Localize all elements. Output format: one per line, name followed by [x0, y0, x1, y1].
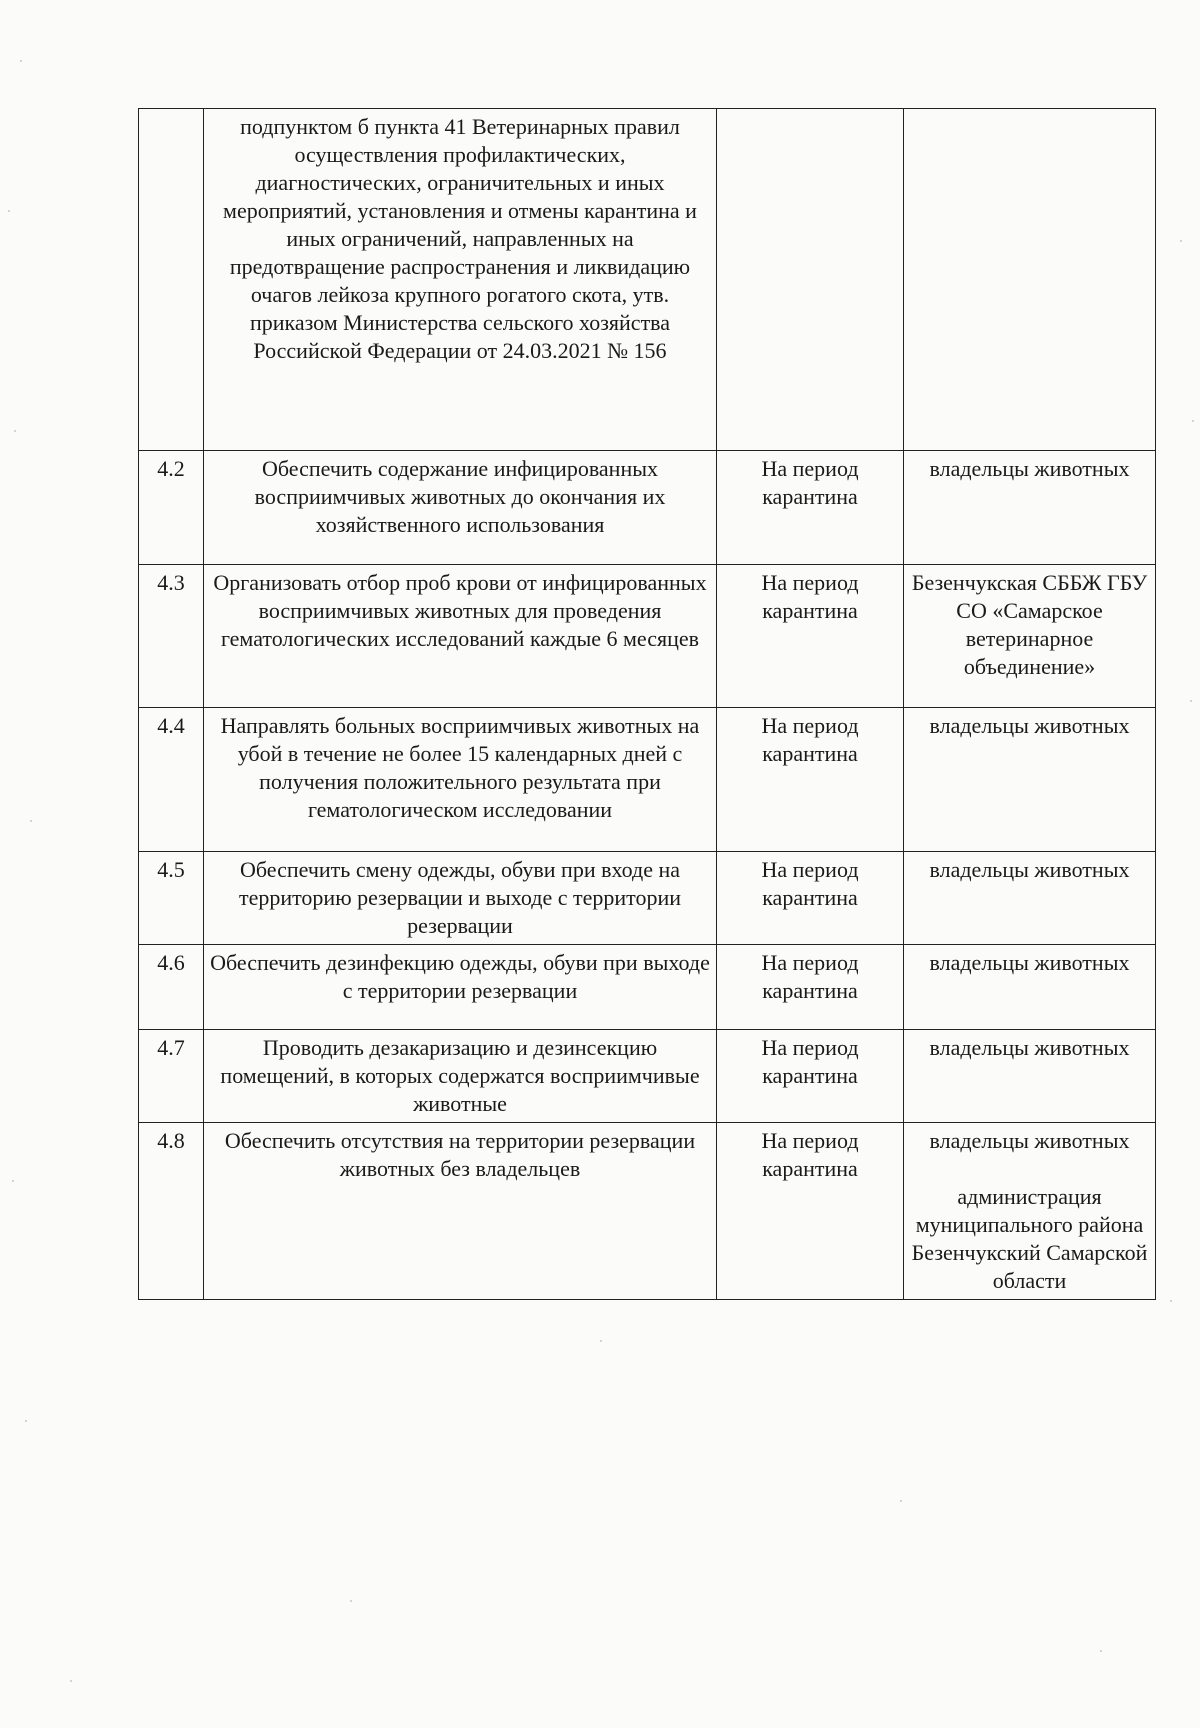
scan-speck [70, 1680, 72, 1682]
row-number: 4.7 [139, 1030, 204, 1123]
responsible-party: владельцы животных [929, 950, 1130, 975]
measure-responsible [904, 451, 1156, 565]
table-row [139, 109, 1156, 451]
measure-period: На период карантина [717, 945, 904, 1030]
responsible-party: владельцы животных [929, 1128, 1130, 1153]
measure-period: На период карантина [717, 1030, 904, 1123]
scan-speck [30, 820, 32, 822]
measure-period [717, 109, 904, 451]
measure-responsible [904, 1123, 1156, 1300]
scan-speck [1170, 1300, 1172, 1302]
row-number: 4.3 [139, 565, 204, 708]
scan-speck [600, 1340, 602, 1342]
scan-speck [900, 1500, 902, 1502]
scan-speck [1100, 1650, 1102, 1652]
measures-table-body [139, 109, 1156, 1300]
scan-speck [14, 430, 16, 432]
scan-speck [12, 1180, 14, 1182]
row-number: 4.8 [139, 1123, 204, 1300]
table-row [139, 1123, 1156, 1300]
measure-description: подпунктом б пункта 41 Ветеринарных правил осуществления профилактических, диагностических, ограничительных и иных мероприятий, установления и отмены карантина и иных ограничений, направленных на предотвращение распространения и ликвидацию очагов лейкоза крупного рогатого скота, утв. приказом Министерства сельского хозяйства Российской Федерации от 24.03.2021 № 156 [204, 109, 717, 451]
scan-speck [350, 1600, 352, 1602]
row-number: 4.2 [139, 451, 204, 565]
measure-period: На период карантина [717, 565, 904, 708]
table-row [139, 565, 1156, 708]
measure-responsible [904, 109, 1156, 451]
measure-responsible [904, 852, 1156, 945]
responsible-party: владельцы животных [929, 857, 1130, 882]
table-row [139, 1030, 1156, 1123]
scan-speck [1190, 700, 1192, 702]
measure-description: Обеспечить смену одежды, обуви при входе на территорию резервации и выходе с территории резервации [204, 852, 717, 945]
responsible-party: владельцы животных [929, 1035, 1130, 1060]
measure-description: Направлять больных восприимчивых животных на убой в течение не более 15 календарных дней с получения положительного результата при гематологическом исследовании [204, 708, 717, 852]
measure-period: На период карантина [717, 708, 904, 852]
measure-period: На период карантина [717, 852, 904, 945]
table-row [139, 708, 1156, 852]
measure-responsible [904, 945, 1156, 1030]
measure-description: Обеспечить дезинфекцию одежды, обуви при выходе с территории резервации [204, 945, 717, 1030]
measure-period: На период карантина [717, 1123, 904, 1300]
measure-description: Обеспечить отсутствия на территории резервации животных без владельцев [204, 1123, 717, 1300]
row-number [139, 109, 204, 451]
responsible-party: владельцы животных [929, 713, 1130, 738]
row-number: 4.4 [139, 708, 204, 852]
scan-speck [25, 1420, 27, 1422]
row-number: 4.6 [139, 945, 204, 1030]
responsible-spacer [910, 1155, 1149, 1183]
responsible-party: владельцы животных [929, 456, 1130, 481]
scan-speck [1180, 240, 1182, 242]
table-row [139, 451, 1156, 565]
scan-speck [20, 60, 22, 62]
row-number: 4.5 [139, 852, 204, 945]
scan-speck [8, 210, 10, 212]
measure-responsible [904, 565, 1156, 708]
scan-speck [1192, 420, 1194, 422]
table-row [139, 945, 1156, 1030]
measure-responsible [904, 708, 1156, 852]
measure-responsible [904, 1030, 1156, 1123]
measures-table [138, 108, 1156, 1300]
measure-description: Проводить дезакаризацию и дезинсекцию помещений, в которых содержатся восприимчивые животные [204, 1030, 717, 1123]
measure-description: Обеспечить содержание инфицированных восприимчивых животных до окончания их хозяйственного использования [204, 451, 717, 565]
responsible-party: администрация муниципального района Безенчукский Самарской области [911, 1184, 1148, 1293]
table-row [139, 852, 1156, 945]
responsible-party: Безенчукская СББЖ ГБУ СО «Самарское ветеринарное объединение» [911, 570, 1148, 679]
measure-description: Организовать отбор проб крови от инфицированных восприимчивых животных для проведения гематологических исследований каждые 6 месяцев [204, 565, 717, 708]
measure-period: На период карантина [717, 451, 904, 565]
